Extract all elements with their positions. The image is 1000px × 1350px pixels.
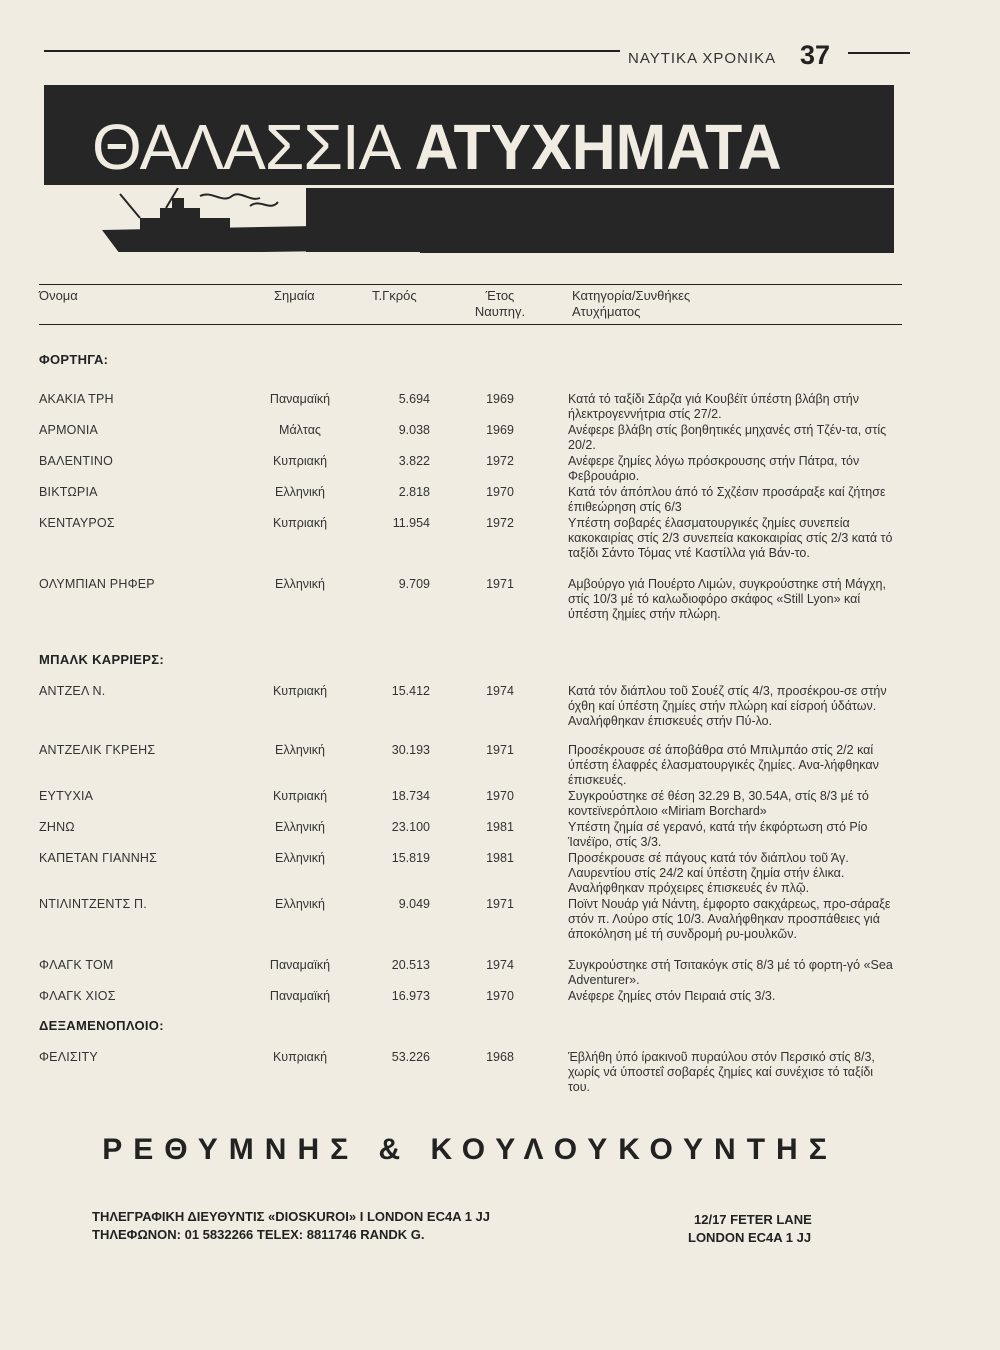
ship-name: ΑΝΤΖΕΛΙΚ ΓΚΡΕΗΣ [39,743,156,757]
ship-flag: Κυπριακή [272,789,328,803]
ship-tonnage: 18.734 [391,789,430,803]
column-header-top-rule [39,284,902,285]
ship-flag: Παναμαϊκή [269,989,331,1003]
col-year-line1: Έτος [485,288,515,303]
ship-year: 1968 [486,1050,514,1064]
ship-name: ΦΛΑΓΚ ΧΙΟΣ [39,989,116,1003]
ship-flag: Ελληνική [274,851,326,865]
incident-description: Ανέφερε ζημίες λόγω πρόσκρουσης στήν Πάτρα, τόν Φεβρουάριο. [568,454,860,484]
incident-description: Κατά τόν διάπλου τοῦ Σουέζ στίς 4/3, προσέκρου-σε στήν όχθη καί ύπέστη ζημίες στήν πλώρη καί είσροή ύδάτων. Αναλήφθηκαν έπισκευές στήν Πύ-λο. [568,684,887,729]
col-category [572,288,690,320]
ship-name: ΦΛΑΓΚ ΤΟΜ [39,958,114,972]
ship-tonnage: 9.049 [398,897,430,911]
ship-year: 1971 [486,743,514,757]
ship-year: 1969 [486,423,514,437]
ship-year: 1970 [486,989,514,1003]
title-bold: ΑΤΥΧΗΜΑΤΑ [414,111,782,183]
ship-tonnage: 3.822 [398,454,430,468]
ship-tonnage: 16.973 [391,989,430,1003]
ship-tonnage: 11.954 [392,516,430,530]
ship-tonnage: 15.819 [391,851,430,865]
ship-flag: Κυπριακή [272,684,328,698]
ship-year: 1971 [486,577,514,591]
col-year [472,288,528,320]
ship-year: 1971 [486,897,514,911]
incident-description: Ποϊντ Νουάρ γιά Νάντη, έμφορτο σακχάρεως, προ-σάραξε στόν π. Λούρο στίς 10/3. Αναλήφθηκαν προσπάθειες γιά άποκόληση μέ τή συνδρομή ρυ-μουλκῶν. [568,897,891,942]
ship-illustration [100,188,430,268]
ship-year: 1981 [486,851,514,865]
ship-flag: Ελληνική [274,820,326,834]
col-category-line1: Κατηγορία/Συνθήκες [572,288,691,303]
incident-description: Συγκρούστηκε σέ θέση 32.29 Β, 30.54Α, στίς 8/3 μέ τό κοντεϊνερόπλοιο «Miriam Borchard» [568,789,869,819]
incident-description: Αμβούργο γιά Πουέρτο Λιμών, συγκρούστηκε στή Μάγχη, στίς 10/3 μέ τό καλωδιοφόρο σκάφος «Still Lyon» καί ύπέστη ζημίες στήν πλώρη. [568,577,886,622]
ship-flag: Κυπριακή [272,454,328,468]
incident-description: Υπέστη ζημία σέ γερανό, κατά τήν έκφόρτωση στό Ρίο Ίανέϊρο, στίς 3/3. [568,820,868,850]
ship-tonnage: 53.226 [391,1050,430,1064]
ship-flag: Κυπριακή [272,516,328,530]
advert-phone: ΤΗΛΕΦΩΝΟΝ: 01 5832266 TELEX: 8811746 RANDK G. [92,1227,425,1242]
ship-tonnage: 5.694 [398,392,430,406]
ship-flag: Ελληνική [274,485,326,499]
ship-name: ΚΑΠΕΤΑΝ ΓΙΑΝΝΗΣ [39,851,158,865]
incident-description: Έβλήθη ύπό ίρακινοῦ πυραύλου στόν Περσικό στίς 8/3, χωρίς νά ύποστεΐ σοβαρές ζημίες καί συνέχισε τό ταξίδι του. [568,1050,875,1095]
incident-description: Προσέκρουσε σέ άποβάθρα στό Μπιλμπάο στίς 2/2 καί ύπέστη έλαφρές έλασματουργικές ζημίες. Ανα-λήφθηκαν έπισκευές. [568,743,879,788]
header-rule-right [848,52,910,54]
ship-tonnage: 23.100 [391,820,430,834]
ship-tonnage: 9.038 [398,423,430,437]
header-rule-left [44,50,620,52]
ship-tonnage: 20.513 [391,958,430,972]
ship-year: 1972 [486,516,514,530]
advert-address-line2: LONDON EC4A 1 JJ [688,1230,812,1245]
title-light: ΘΑΛΑΣΣΙΑ [92,111,401,183]
ship-flag: Ελληνική [274,897,326,911]
ship-flag: Ελληνική [274,577,326,591]
ship-name: ΑΝΤΖΕΛ Ν. [39,684,106,698]
incident-description: Ανέφερε ζημίες στόν Πειραιά στίς 3/3. [568,989,776,1003]
ship-name: ΦΕΛΙΣΙΤΥ [39,1050,98,1064]
ship-name: ΚΕΝΤΑΥΡΟΣ [39,516,115,530]
ship-year: 1970 [486,789,514,803]
column-header-bottom-rule [39,324,902,325]
ship-flag: Ελληνική [274,743,326,757]
section-title-tankers: ΔΕΞΑΜΕΝΟΠΛΟΙΟ: [39,1018,164,1033]
incident-description: Προσέκρουσε σέ πάγους κατά τόν διάπλου τοῦ Άγ. Λαυρεντίου στίς 24/2 καί ύπέστη ζημία στήν έλικα. Αναλήφθηκαν πρόχειρες έπισκευές έν πλῷ. [568,851,849,896]
advert-company-name: ΡΕΘΥΜΝΗΣ & ΚΟΥΛΟΥΚΟΥΝΤΗΣ [102,1133,838,1166]
page-number: 37 [800,40,831,70]
ship-tonnage: 30.193 [391,743,430,757]
ship-name: ΝΤΙΛΙΝΤΖΕΝΤΣ Π. [39,897,147,911]
ship-name: ΒΙΚΤΩΡΙΑ [39,485,98,499]
ship-tonnage: 9.709 [398,577,430,591]
ship-name: ΑΚΑΚΙΑ ΤΡΗ [39,392,114,406]
ship-year: 1969 [486,392,514,406]
col-tonnage: Τ.Γκρός [372,288,417,303]
col-category-line2: Ατυχήματος [572,304,641,319]
ship-year: 1974 [486,684,514,698]
section-title-bulk-carriers: ΜΠΑΛΚ ΚΑΡΡΙΕΡΣ: [39,652,164,667]
incident-description: Υπέστη σοβαρές έλασματουργικές ζημίες συνεπεία κακοκαιρίας στίς 2/3 συνεπεία κακοκαιρίας στίς 2/3 κατά τό ταξίδι Σάντο Τόμας ντέ Καστίλλα γιά Βάν-το. [568,516,893,561]
advert-telegraph: ΤΗΛΕΓΡΑΦΙΚΗ ΔΙΕΥΘΥΝΤΙΣ «DIOSKUROI» I LONDON EC4A 1 JJ [92,1209,491,1224]
col-name: Όνομα [39,288,78,303]
ship-tonnage: 15.412 [391,684,430,698]
ship-flag: Παναμαϊκή [269,392,331,406]
ship-name: ΑΡΜΟΝΙΑ [39,423,99,437]
ship-name: ΕΥΤΥΧΙΑ [39,789,94,803]
incident-description: Κατά τό ταξίδι Σάρζα γιά Κουβέϊτ ύπέστη βλάβη στήν ήλεκτρογεννήτρια στίς 27/2. [568,392,859,422]
ship-year: 1974 [486,958,514,972]
advert-address-line1: 12/17 FETER LANE [694,1212,812,1227]
ship-name: ΟΛΥΜΠΙΑΝ ΡΗΦΕΡ [39,577,155,591]
ship-tonnage: 2.818 [398,485,430,499]
ship-name: ΒΑΛΕΝΤΙΝΟ [39,454,114,468]
magazine-name: ΝΑΥΤΙΚΑ ΧΡΟΝΙΚΑ [628,50,777,67]
ship-flag: Κυπριακή [272,1050,328,1064]
ship-name: ΖΗΝΩ [39,820,75,834]
incident-description: Ανέφερε βλάβη στίς βοηθητικές μηχανές στή Τζέν-τα, στίς 20/2. [568,423,887,453]
incident-description: Κατά τόν άπόπλου άπό τό Σχζέσιν προσάραξε καί ζήτησε έπιθεώρηση στίς 6/3 [568,485,886,515]
ship-year: 1981 [486,820,514,834]
ship-year: 1970 [486,485,514,499]
ship-year: 1972 [486,454,514,468]
ship-flag: Μάλτας [279,423,321,437]
section-title-cargo: ΦΟΡΤΗΓΑ: [39,352,109,367]
ship-flag: Παναμαϊκή [269,958,331,972]
col-year-line2: Ναυπηγ. [474,304,526,319]
section-title [92,110,791,184]
incident-description: Συγκρούστηκε στή Τσιτακόγκ στίς 8/3 μέ τό φορτη-γό «Sea Adventurer». [568,958,893,988]
col-flag: Σημαία [274,288,315,303]
